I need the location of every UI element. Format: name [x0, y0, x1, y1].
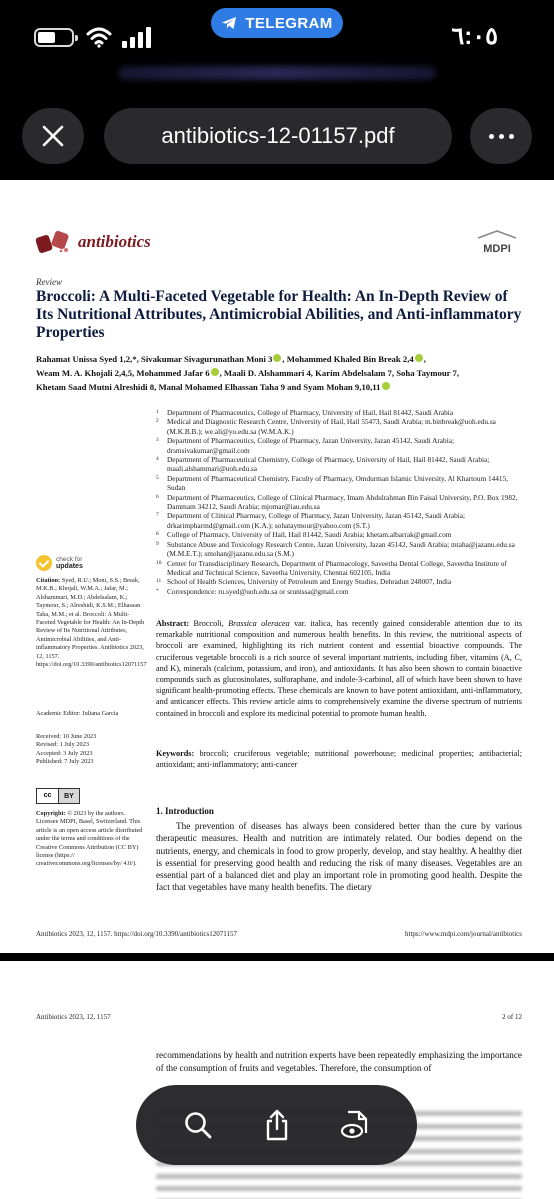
affiliation-number: 1 [156, 409, 159, 415]
affiliation-item [156, 493, 522, 512]
affiliation-text: Department of Pharmaceutics, College of Pharmacy, University of Hail, Hail 81442, Saudi Arabia [167, 408, 454, 417]
affiliation-item [156, 540, 522, 559]
affiliation-list [156, 408, 522, 596]
wifi-icon [86, 26, 112, 48]
battery-icon [34, 28, 74, 47]
abstract-label: Abstract: [156, 619, 190, 628]
authors-line-3: Khetam Saad Mutni Alreshidi 8, Manal Mohamed Elhassan Taha 9 and Syam Mohan 9,10,11 [36, 382, 381, 392]
more-dots-icon [489, 134, 494, 139]
pdf-page-1[interactable] [0, 180, 554, 953]
eye-doc-icon [340, 1109, 372, 1141]
cc-icon: cc [37, 789, 59, 803]
received-date: Received: 10 June 2023 [36, 733, 97, 740]
cc-by-license-badge[interactable] [36, 788, 80, 804]
mdpi-logo-text: MDPI [483, 243, 511, 255]
journal-logo-icon [36, 230, 72, 254]
affiliation-item [156, 511, 522, 530]
search-button[interactable] [178, 1105, 218, 1145]
affiliation-item [156, 530, 522, 539]
status-time: ٦:٠٥ [451, 23, 498, 50]
affiliation-text: Substance Abuse and Toxicology Research Centre, Jazan University, Jazan 45142, Saudi Arabia; mtaha@jazanu.edu.sa (M.M.E.T.); smohan@jazanu.edu.sa (S.M.) [167, 539, 515, 559]
keywords [156, 748, 522, 770]
by-icon: BY [64, 792, 74, 800]
authors-line-1: Rahamat Unissa Syed 1,2,*, Sivakumar Sivagurunathan Moni 3 [36, 354, 273, 364]
mdpi-logo [476, 230, 518, 258]
affiliation-number: 7 [156, 512, 159, 519]
affiliation-text: Medical and Diagnostic Research Centre, University of Hail, Hail 55473, Saudi Arabia; m.binbreak@uoh.edu.sa (M.K.B.B.); we.ali@yo.edu.sa (W.M.A.K.) [167, 417, 496, 436]
check-updates-line2: updates [56, 563, 83, 570]
orcid-icon [382, 382, 390, 390]
affiliation-number: * [156, 587, 159, 594]
close-icon [41, 124, 65, 148]
dates-block [36, 733, 146, 767]
affiliation-text: Correspondence: ru.syed@uoh.edu.sa or srunissa@gmail.com [167, 586, 349, 596]
affiliation-number: 5 [156, 474, 159, 481]
affiliation-item [156, 408, 522, 417]
abstract [156, 618, 522, 719]
affiliation-text: School of Health Sciences, University of Petroleum and Energy Studies, Dehradun 248007, India [167, 577, 452, 587]
status-bar [0, 0, 554, 64]
article-type: Review [36, 277, 62, 287]
affiliation-number: 4 [156, 456, 159, 463]
blurred-banner [118, 66, 436, 80]
check-updates-icon [36, 555, 52, 571]
affiliation-item [156, 559, 522, 578]
keywords-label: Keywords: [156, 749, 195, 758]
orcid-icon [211, 368, 219, 376]
affiliation-number: 8 [156, 531, 159, 538]
header-citation: Antibiotics 2023, 12, 1157 [36, 1013, 111, 1021]
telegram-pill-label: TELEGRAM [245, 14, 333, 32]
section-heading: 1. Introduction [156, 806, 214, 816]
published-date: Published: 7 July 2023 [36, 758, 94, 766]
affiliation-text: Center for Transdisciplinary Research, Department of Pharmacology, Saveetha Dental College, Saveetha Institute of Medical and Technical Science, Saveetha University, Chennai 602105, India [167, 558, 507, 577]
share-button[interactable] [257, 1105, 297, 1145]
orcid-icon [415, 354, 423, 362]
share-icon [262, 1109, 292, 1141]
affiliation-item [156, 455, 522, 474]
document-title[interactable]: antibiotics-12-01157.pdf [104, 108, 452, 164]
affiliation-number: 2 [156, 418, 159, 425]
revised-date: Revised: 1 July 2023 [36, 741, 89, 749]
copyright-block [36, 810, 146, 869]
authors-line-2b: , Maali D. Alshammari 4, Karim Abdelsalam 7, Soha Taymour 7, [219, 368, 460, 378]
abstract-text-a: Broccoli, [193, 619, 224, 628]
reader-view-button[interactable] [336, 1105, 376, 1145]
footer-citation: Antibiotics 2023, 12, 1157. https://doi.org/10.3390/antibiotics12071157 [36, 930, 237, 938]
bottom-toolbar [136, 1085, 417, 1165]
affiliation-number: 11 [156, 578, 162, 585]
article-title: Broccoli: A Multi-Faceted Vegetable for Health: An In-Depth Review of Its Nutritional Attributes, Antimicrobial Abilities, and Anti-inflammatory Properties [36, 288, 522, 341]
affiliation-item [156, 417, 522, 436]
introduction-text: The prevention of diseases has always been considered better than the cure by various therapeutic measures. Health and nutrition are intimately related. Our bodies depend on the nutrients, energy, and chemicals in food to grow properly, develop, and stay healthy. A healthy diet is essential for preserving good health and reducing the risk of many diseases. Vegetables are an essential part of a balanced diet and play an important role in promoting good health. Despite the fact that vegetables have many health benefits. The dietary [156, 821, 522, 893]
affiliation-text: Department of Pharmaceutics, College of Clinical Pharmacy, Imam Abdulrahman Bin Faisal University, P.O. Box 1982, Dammam 34212, Saudi Arabia; mjomar@iau.edu.sa [167, 492, 518, 512]
affiliation-number: 10 [156, 559, 162, 566]
orcid-icon [273, 354, 281, 362]
journal-name: antibiotics [78, 232, 151, 251]
citation-text: Syed, R.U.; Moni, S.S.; Break, M.K.B.; Khojali, W.M.A.; Jafar, M.; Alshammari, M.D.; Abdelsalam, K.; Taymour, S.; Alreshidi, K.S.M.; Elhassan Taha, M.M.; et al. Broccoli: A Multi-Faceted Vegetable for Health: An In-Depth Review of Its Nutritional Attributes, Antimicrobial Abilities, and Anti-inflammatory Properties. Antibiotics 2023, 12, 1157. https://doi.org/10.3390/antibiotics12071157 [36, 577, 147, 669]
close-button[interactable] [22, 108, 84, 164]
affiliation-number: 3 [156, 437, 159, 444]
citation-block [36, 577, 146, 669]
page-number: 2 of 12 [502, 1013, 522, 1021]
affiliation-text: Department of Pharmaceutical Chemistry, Faculty of Pharmacy, Omdurman Islamic University, Al Khartoum 14415, Sudan [167, 473, 509, 493]
telegram-icon [221, 16, 237, 30]
check-updates-line1: check for [56, 556, 83, 563]
authors-line-1b: , Mohammed Khaled Bin Break 2,4 [282, 354, 414, 364]
affiliation-item [156, 474, 522, 493]
author-list: Rahamat Unissa Syed 1,2,*, Sivakumar Sivagurunathan Moni 3 , Mohammed Khaled Bin Break 2,4 , Weam M. A. Khojali 2,4,5, Mohammed Jafar 6 , Maali D. Alshammari 4, Karim Abdelsalam 7, Soha Taymour 7, Khetam Saad Mutni Alreshidi 8, Manal Mohamed Elhassan Taha 9 and Syam Mohan 9,10,11 [36, 354, 460, 392]
footer-journal-url: https://www.mdpi.com/journal/antibiotics [405, 930, 522, 938]
cellular-signal-icon [122, 26, 152, 48]
affiliation-text: Department of Pharmaceutical Chemistry, College of Pharmacy, University of Hail, Hail 81442, Saudi Arabia; maali.alshammari@uoh.edu.sa [167, 455, 490, 474]
more-options-button[interactable] [470, 108, 532, 164]
accepted-date: Accepted: 3 July 2023 [36, 749, 93, 757]
affiliation-item [156, 577, 522, 586]
citation-label: Citation: [36, 577, 61, 584]
copyright-text: © 2023 by the authors. Licensee MDPI, Basel, Switzerland. This article is an open access article distributed under the terms and conditions of the Creative Commons Attribution (CC BY) license (https:// creativecommons.org/licenses/by/ 4.0/). [36, 810, 143, 868]
page-header [36, 1013, 522, 1021]
affiliation-text: Department of Pharmaceutics, College of Pharmacy, Jazan University, Jazan 45142, Saudi Arabia; drsmsivakumar@gmail.com [167, 436, 454, 455]
check-for-updates-badge[interactable] [36, 555, 83, 571]
abstract-text-b: var. italica, has recently gained considerable attention due to its remarkable nutritional composition and numerous health benefits. In this review, the nutritional aspects of broccoli are examined, highlighting its rich nutrient content and essential bioactive compounds. The cruciferous vegetable broccoli is a rich source of several important nutrients, including fiber, vitamins (A, C, and K), minerals (calcium, potassium, and iron), and antioxidants. It has also been shown to contain bioactive compounds such as glucosinolates, sulforaphane, and indole-3-carbinol, all of which have been shown to have significant health-promoting effects. These chemicals are known to have potent antioxidant, anti-inflammatory, and anticancer effects. This review article aims to comprehensively examine the diverse spectrum of nutrients contained in broccoli and explore its medicinal potential to promote human health. [156, 619, 523, 718]
affiliation-text: College of Pharmacy, University of Hail, Hail 81442, Saudi Arabia; khetam.albarrak@gmail.com [167, 530, 452, 540]
search-icon [183, 1110, 213, 1140]
page2-text: recommendations by health and nutrition experts have been repeatedly emphasizing the importance of the consumption of fruits and vegetables. Therefore, the consumption of [156, 1050, 522, 1073]
abstract-species: Brassica oleracea [228, 619, 290, 628]
telegram-return-pill[interactable] [211, 8, 343, 38]
affiliation-item [156, 587, 522, 596]
affiliation-number: 6 [156, 493, 159, 500]
affiliation-item [156, 436, 522, 455]
affiliation-text: Department of Clinical Pharmacy, College of Pharmacy, Jazan University, Jazan 45142, Saudi Arabia; drkarimpharmd@gmail.com (K.A.); sohataymour@yahoo.com (S.T.) [167, 511, 466, 530]
affiliation-number: 9 [156, 540, 159, 547]
keywords-text: broccoli; cruciferous vegetable; nutritional powerhouse; medicinal properties; antibacterial; antioxidant; anti-inflammatory; anti-cancer [156, 749, 522, 770]
copyright-label: Copyright: [36, 810, 66, 817]
page-footer [36, 930, 522, 938]
academic-editor: Academic Editor: Juliana Garcia [36, 710, 119, 717]
authors-line-2: Weam M. A. Khojali 2,4,5, Mohammed Jafar 6 [36, 368, 210, 378]
